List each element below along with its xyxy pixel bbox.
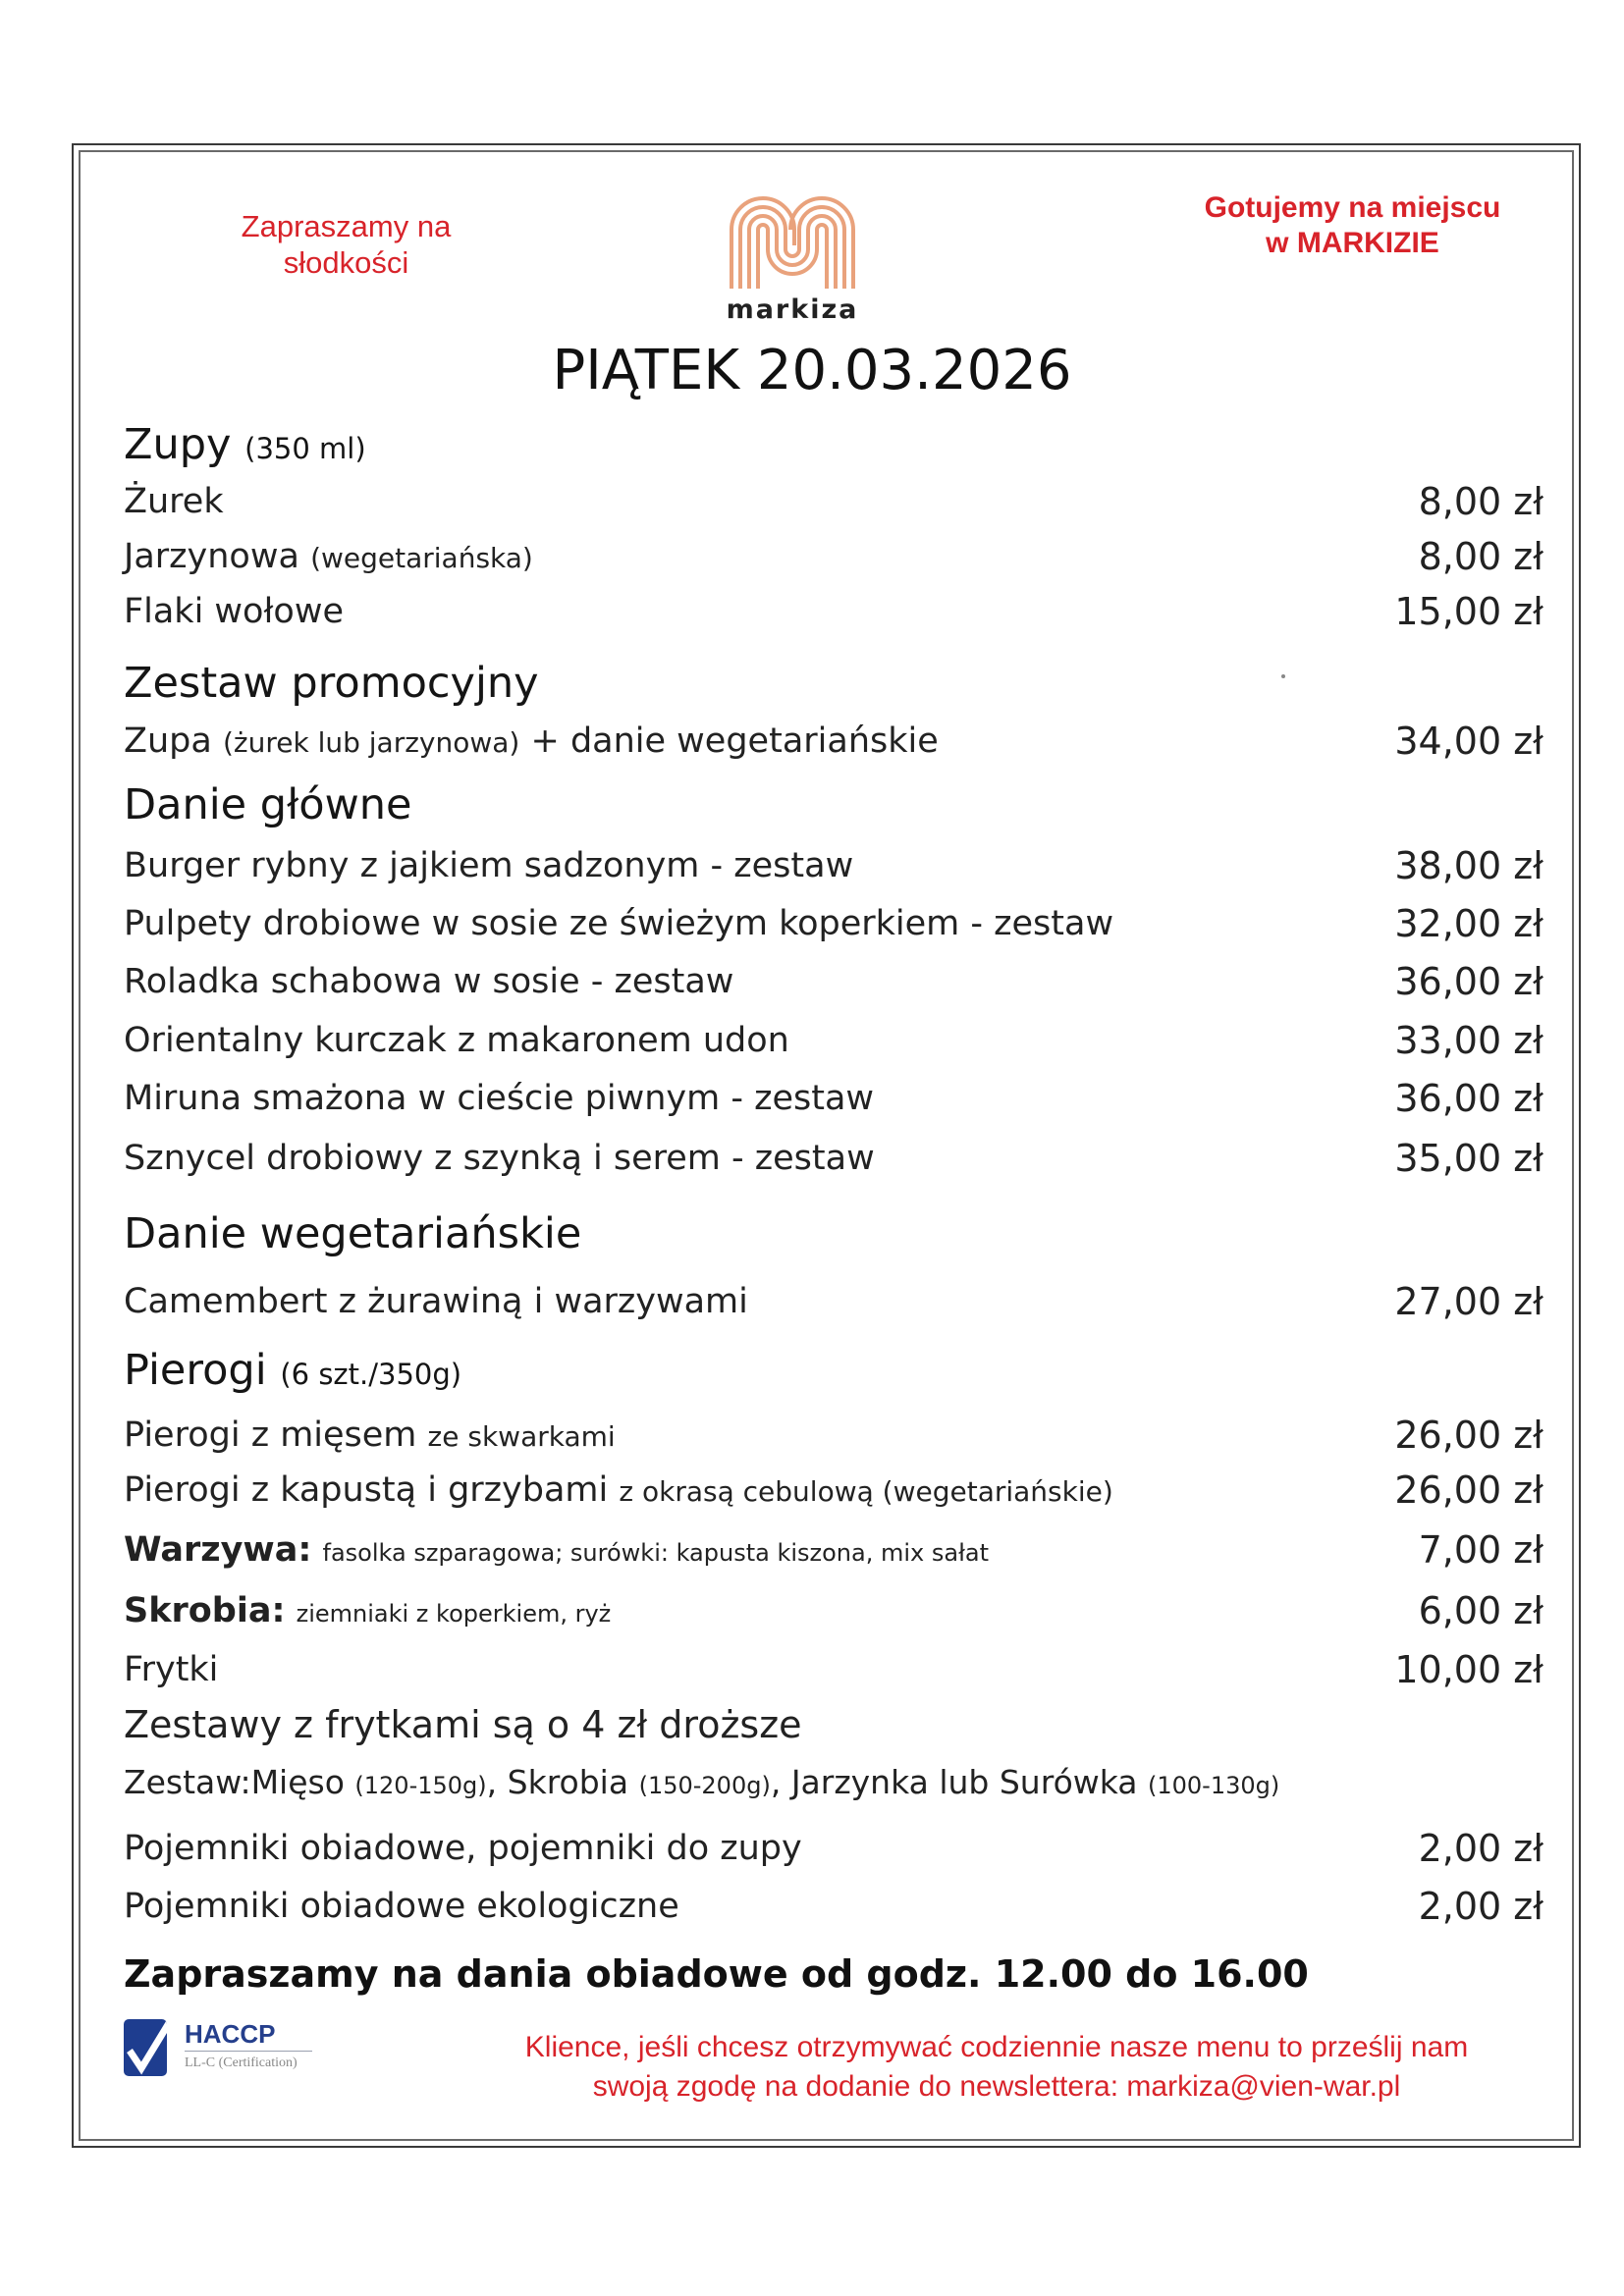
haccp-subtitle: LL-C (Certification) [185, 2056, 298, 2070]
stray-dot-mark [1281, 674, 1285, 678]
item-name: Miruna smażona w cieście piwnym - zestaw [124, 1079, 875, 1118]
menu-item-sznycel [124, 1134, 1543, 1183]
cooking-onsite-line-1: Gotujemy na miejscu [1204, 191, 1501, 224]
menu-item-pulpety [124, 899, 1543, 948]
menu-item-vegetables [124, 1525, 1543, 1575]
haccp-title: HACCP [185, 2019, 276, 2049]
item-note: (wegetariańska) [310, 542, 533, 574]
set-part-weight: (150-200g) [638, 1771, 771, 1799]
item-name: Pulpety drobiowe w sosie ze świeżym koperkiem - zestaw [124, 904, 1114, 943]
item-price: 36,00 zł [1394, 960, 1543, 1003]
set-part-name: Skrobia [507, 1762, 629, 1801]
item-name: Jarzynowa [124, 537, 299, 576]
item-label: Skrobia: [124, 1591, 286, 1630]
markiza-logo [715, 188, 870, 326]
menu-item-eco-containers [124, 1882, 1543, 1931]
soups-heading-label: Zupy [124, 420, 232, 469]
mains-heading-label: Danie główne [124, 780, 412, 829]
set-prefix: Zestaw: [124, 1762, 251, 1801]
menu-item-jarzynowa [124, 532, 1543, 581]
item-name: Żurek [124, 482, 224, 521]
item-price: 6,00 zł [1418, 1589, 1543, 1632]
set-part-name: Mięso [250, 1762, 345, 1801]
item-name: Orientalny kurczak z makaronem udon [124, 1021, 789, 1060]
page-title: PIĄTEK 20.03.2026 [552, 339, 1072, 402]
section-heading-mains [124, 780, 1543, 829]
menu-item-kurczak [124, 1016, 1543, 1065]
section-heading-soups [124, 420, 1543, 469]
fries-surcharge-text: Zestawy z frytkami są o 4 zł droższe [124, 1703, 802, 1746]
item-price: 35,00 zł [1394, 1137, 1543, 1180]
cooking-onsite-note [1173, 190, 1532, 261]
item-price: 2,00 zł [1418, 1885, 1543, 1928]
item-price: 36,00 zł [1394, 1077, 1543, 1120]
menu-item-zurek [124, 477, 1543, 526]
soups-portion-note: (350 ml) [244, 432, 366, 465]
set-part-weight: (100-130g) [1148, 1771, 1280, 1799]
section-heading-promo [124, 659, 1543, 708]
item-price: 32,00 zł [1394, 902, 1543, 945]
section-heading-pierogi [124, 1346, 1543, 1395]
item-name: Roladka schabowa w sosie - zestaw [124, 962, 734, 1001]
item-note: ze skwarkami [427, 1420, 616, 1453]
item-name: Pierogi z kapustą i grzybami [124, 1470, 609, 1510]
pierogi-portion-note: (6 szt./350g) [280, 1358, 462, 1391]
item-price: 34,00 zł [1394, 720, 1543, 763]
section-heading-vegetarian [124, 1209, 1543, 1258]
item-name: Pierogi z mięsem [124, 1415, 417, 1455]
item-price: 10,00 zł [1394, 1648, 1543, 1691]
menu-item-burger [124, 841, 1543, 890]
item-name: Pojemniki obiadowe ekologiczne [124, 1887, 679, 1926]
item-note: ziemniaki z koperkiem, ryż [296, 1600, 612, 1628]
item-name: Zupa [124, 721, 212, 761]
sweets-invite-note [206, 208, 486, 281]
cooking-onsite-line-2: w MARKIZIE [1266, 227, 1439, 259]
haccp-badge [124, 2019, 320, 2076]
sweets-invite-line-1: Zapraszamy na [241, 209, 452, 243]
opening-hours-text: Zapraszamy na dania obiadowe od godz. 12.00 do 16.00 [124, 1952, 1309, 1996]
menu-item-promo-set [124, 717, 1543, 766]
menu-item-pierogi-mieso [124, 1411, 1543, 1460]
item-price: 38,00 zł [1394, 844, 1543, 887]
item-note: (żurek lub jarzynowa) [222, 726, 520, 759]
promo-heading-label: Zestaw promocyjny [124, 659, 539, 708]
menu-item-roladka [124, 957, 1543, 1006]
logo-wordmark: markiza [726, 294, 859, 325]
menu-item-starch [124, 1586, 1543, 1635]
item-name: Pojemniki obiadowe, pojemniki do zupy [124, 1829, 802, 1868]
item-price: 8,00 zł [1418, 480, 1543, 523]
newsletter-line-1: Klience, jeśli chcesz otrzymywać codziennie nasze menu to prześlij nam [524, 2031, 1469, 2063]
item-price: 33,00 zł [1394, 1019, 1543, 1062]
menu-item-containers [124, 1824, 1543, 1873]
item-name: Camembert z żurawiną i warzywami [124, 1282, 748, 1321]
menu-item-fries [124, 1645, 1543, 1694]
item-price: 2,00 zł [1418, 1827, 1543, 1870]
item-label: Warzywa: [124, 1530, 312, 1570]
menu-item-flaki [124, 587, 1543, 636]
item-price: 8,00 zł [1418, 535, 1543, 578]
item-name: Frytki [124, 1650, 219, 1689]
newsletter-line-2: swoją zgodę na dodanie do newslettera: markiza@vien-war.pl [592, 2070, 1401, 2103]
set-part-weight: (120-150g) [354, 1771, 487, 1799]
haccp-check-icon [124, 2019, 167, 2076]
set-composition-info: Zestaw:Mięso (120-150g), Skrobia (150-200g), Jarzynka lub Surówka (100-130g) [124, 1762, 1280, 1801]
item-price: 26,00 zł [1394, 1468, 1543, 1512]
haccp-divider [185, 2051, 312, 2052]
opening-hours-banner [124, 1949, 1543, 1999]
item-note: fasolka szparagowa; surówki: kapusta kiszona, mix sałat [322, 1539, 990, 1567]
item-name: Burger rybny z jajkiem sadzonym - zestaw [124, 846, 854, 885]
item-name-suffix: + danie wegetariańskie [530, 721, 939, 761]
item-price: 15,00 zł [1394, 590, 1543, 633]
menu-item-miruna [124, 1074, 1543, 1123]
sweets-invite-line-2: słodkości [283, 245, 409, 280]
item-price: 7,00 zł [1418, 1528, 1543, 1572]
item-price: 26,00 zł [1394, 1414, 1543, 1457]
newsletter-note [412, 2028, 1581, 2107]
menu-item-camembert [124, 1277, 1543, 1326]
markiza-m-logo-icon [724, 188, 861, 291]
item-note: z okrasą cebulową (wegetariańskie) [619, 1475, 1113, 1508]
item-name: Flaki wołowe [124, 592, 344, 631]
vegetarian-heading-label: Danie wegetariańskie [124, 1209, 582, 1258]
item-name: Sznycel drobiowy z szynką i serem - zestaw [124, 1139, 875, 1178]
pierogi-heading-label: Pierogi [124, 1346, 267, 1395]
menu-item-pierogi-kapusta [124, 1466, 1543, 1515]
fries-surcharge-note [124, 1700, 1543, 1749]
item-price: 27,00 zł [1394, 1280, 1543, 1323]
set-part-name: Jarzynka lub Surówka [790, 1762, 1138, 1801]
